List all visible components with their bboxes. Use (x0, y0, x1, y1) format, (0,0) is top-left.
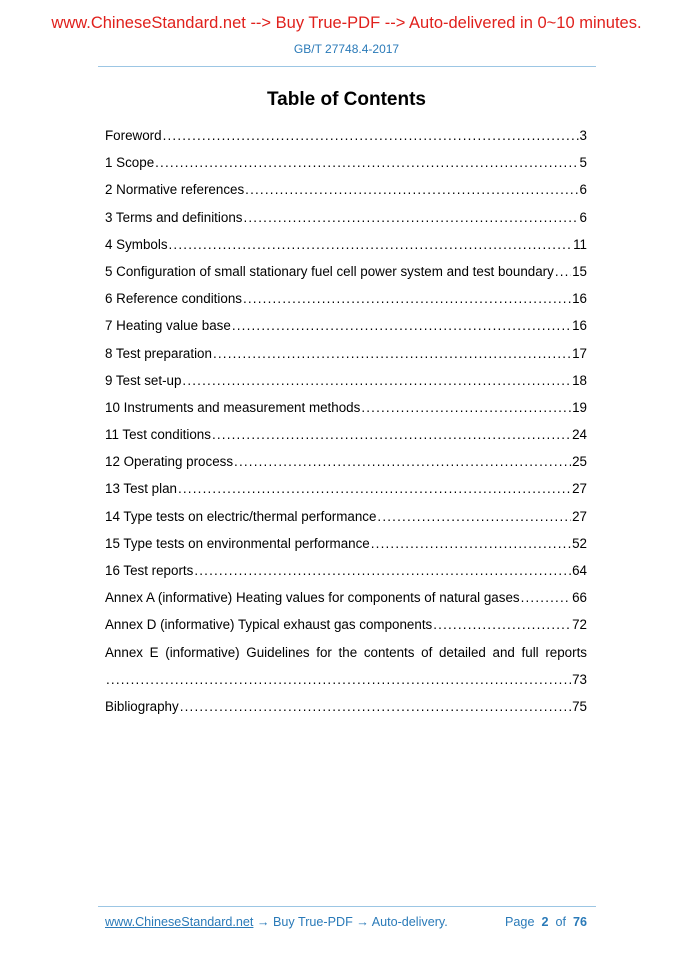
standard-number: GB/T 27748.4-2017 (293, 42, 400, 56)
toc-entry-label: 16 Test reports (105, 563, 194, 578)
toc-entry-page: 72 (572, 617, 587, 633)
toc-entry-page: 16 (572, 291, 587, 307)
toc-entry-page: 66 (572, 590, 587, 606)
toc-entry[interactable] (105, 258, 587, 285)
toc-entry-page: 64 (572, 563, 587, 578)
dot-leader (232, 312, 571, 339)
dot-leader (433, 611, 571, 638)
dot-leader (178, 475, 571, 502)
toc-entry-label: 6 Reference conditions (105, 291, 242, 307)
toc-entry-page: 75 (572, 698, 587, 714)
toc-entry-page: 5 (579, 155, 587, 171)
toc-entry[interactable] (105, 421, 587, 448)
toc-entry[interactable] (105, 666, 587, 693)
toc-entry[interactable] (105, 611, 587, 638)
toc-entry[interactable] (105, 122, 587, 149)
toc-entry-label: Annex D (informative) Typical exhaust gas components (105, 617, 433, 633)
toc-entry-label: 8 Test preparation (105, 345, 212, 361)
toc-entry-page: 27 (572, 508, 587, 524)
current-page: 2 (541, 915, 549, 929)
page-indicator: Page 2 of 76 (505, 915, 587, 929)
toc-entry-page: 27 (572, 481, 587, 497)
toc-entry-page: 52 (572, 535, 587, 551)
toc-entry-label: 15 Type tests on environmental performance (105, 535, 370, 551)
toc-entry-label: Foreword (105, 128, 162, 143)
dot-leader (243, 204, 578, 231)
dot-leader (555, 258, 571, 285)
toc-entry-label: 7 Heating value base (105, 318, 231, 334)
dot-leader (371, 530, 571, 557)
footer-text: → Buy True-PDF → Auto-delivery. (253, 915, 448, 929)
toc-entry[interactable] (105, 367, 587, 394)
toc-entry[interactable] (105, 530, 587, 557)
toc-entry-label: Annex A (informative) Heating values for components of natural gases (105, 590, 520, 606)
toc-entry-label: 3 Terms and definitions (105, 209, 243, 225)
toc-entry[interactable] (105, 149, 587, 176)
dot-leader (163, 122, 579, 149)
dot-leader (521, 584, 572, 611)
toc-entry-page: 17 (572, 345, 587, 361)
dot-leader (245, 176, 578, 203)
dot-leader (212, 421, 571, 448)
toc-entry[interactable] (105, 475, 587, 502)
toc-entry-label: 11 Test conditions (105, 427, 211, 443)
toc-entry-page: 3 (579, 128, 587, 143)
dot-leader (213, 340, 571, 367)
footer-link[interactable]: www.ChineseStandard.net (105, 915, 254, 929)
toc-entry-label[interactable]: Annex E (informative) Guidelines for the contents of detailed and full reports (105, 644, 587, 660)
dot-leader (234, 448, 571, 475)
toc-entry-label: 12 Operating process (105, 454, 234, 470)
toc-entry-label: Bibliography (105, 698, 179, 714)
dot-leader (169, 231, 573, 258)
toc-entry[interactable] (105, 394, 587, 421)
toc-entry[interactable] (105, 285, 587, 312)
toc-entry-label: 14 Type tests on electric/thermal performance (105, 508, 377, 524)
dot-leader (194, 557, 571, 584)
toc-entry[interactable] (105, 176, 587, 203)
header-divider (98, 66, 596, 67)
footer-divider (98, 906, 596, 907)
toc-entry[interactable] (105, 584, 587, 611)
toc-entry-page: 15 (572, 263, 587, 279)
footer (105, 915, 587, 929)
toc-entry-page: 16 (572, 318, 587, 334)
dot-leader (377, 503, 571, 530)
toc-entry-page: 24 (572, 427, 587, 443)
toc-entry-page: 18 (572, 372, 587, 388)
toc-entry[interactable] (105, 204, 587, 231)
page-title: Table of Contents (266, 89, 427, 110)
toc-entry-label: 5 Configuration of small stationary fuel cell power system and test boundary (105, 263, 554, 279)
toc-entry-page: 25 (572, 454, 587, 470)
dot-leader (106, 666, 571, 693)
toc-entry[interactable] (105, 231, 587, 258)
toc-entry-page: 11 (573, 236, 587, 252)
toc-entry-page: 19 (572, 399, 587, 415)
footer-promo (105, 915, 448, 929)
toc-entry-label: 13 Test plan (105, 481, 177, 497)
toc-entry[interactable] (105, 693, 587, 720)
toc-entry-page: 73 (572, 671, 587, 687)
dot-leader (155, 149, 578, 176)
toc-entry[interactable] (105, 340, 587, 367)
toc-entry-page: 6 (579, 209, 587, 225)
dot-leader (180, 693, 571, 720)
toc-entry-label: 4 Symbols (105, 236, 168, 252)
dot-leader (361, 394, 571, 421)
toc-entry-label: 2 Normative references (105, 182, 245, 198)
toc-entry-label: 9 Test set-up (105, 372, 182, 388)
toc-entry[interactable] (105, 448, 587, 475)
dot-leader (182, 367, 571, 394)
promo-banner[interactable]: www.ChineseStandard.net --> Buy True-PDF --> Auto-delivered in 0~10 minutes. (51, 14, 642, 32)
toc-entry-label: 1 Scope (105, 155, 155, 171)
toc-entry[interactable] (105, 503, 587, 530)
dot-leader (243, 285, 571, 312)
total-pages: 76 (572, 915, 587, 929)
toc-entry[interactable] (105, 557, 587, 584)
toc-entry[interactable] (105, 312, 587, 339)
table-of-contents (105, 122, 587, 720)
toc-entry-page: 6 (579, 182, 587, 198)
toc-entry-label: 10 Instruments and measurement methods (105, 399, 361, 415)
